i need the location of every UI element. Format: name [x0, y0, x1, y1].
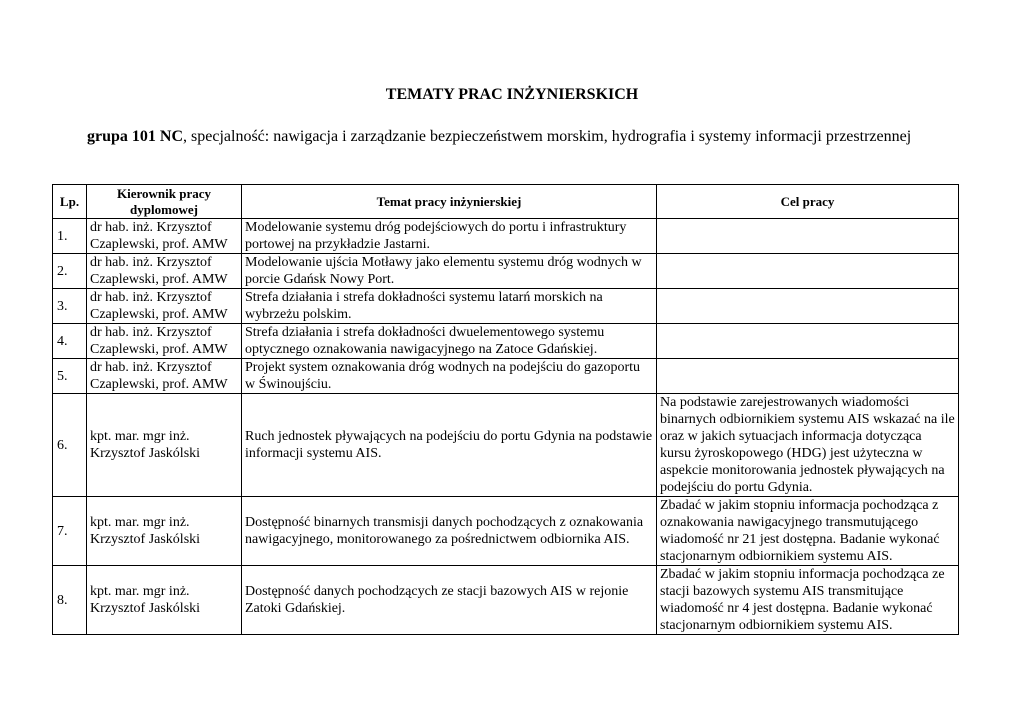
row-topic: Strefa działania i strefa dokładności systemu latarń morskich na wybrzeżu polskim. [242, 289, 657, 324]
table-row [53, 497, 959, 566]
row-goal [657, 219, 959, 254]
row-goal: Zbadać w jakim stopniu informacja pochodząca z oznakowania nawigacyjnego transmutującego wiadomość nr 21 jest dostępna. Badanie wykonać stacjonarnym odbiornikiem systemu AIS. [657, 497, 959, 566]
row-number: 3. [53, 289, 87, 324]
table-row [53, 254, 959, 289]
table-row [53, 324, 959, 359]
specialization-text: , specjalność: nawigacja i zarządzanie bezpieczeństwem morskim, hydrografia i systemy informacji przestrzennej [183, 128, 912, 145]
row-number: 4. [53, 324, 87, 359]
row-supervisor: dr hab. inż. Krzysztof Czaplewski, prof. AMW [87, 254, 242, 289]
row-supervisor: kpt. mar. mgr inż. Krzysztof Jaskólski [87, 394, 242, 497]
header-topic: Temat pracy inżynierskiej [242, 185, 657, 219]
table-row [53, 359, 959, 394]
row-number: 8. [53, 566, 87, 635]
row-topic: Projekt system oznakowania dróg wodnych na podejściu do gazoportu w Świnoujściu. [242, 359, 657, 394]
row-topic: Dostępność danych pochodzących ze stacji bazowych AIS w rejonie Zatoki Gdańskiej. [242, 566, 657, 635]
row-supervisor: kpt. mar. mgr inż. Krzysztof Jaskólski [87, 566, 242, 635]
row-topic: Strefa działania i strefa dokładności dwuelementowego systemu optycznego oznakowania nawigacyjnego na Zatoce Gdańskiej. [242, 324, 657, 359]
row-topic: Modelowanie ujścia Motławy jako elementu systemu dróg wodnych w porcie Gdańsk Nowy Port. [242, 254, 657, 289]
table-header-row [53, 185, 959, 219]
row-number: 5. [53, 359, 87, 394]
header-lp: Lp. [53, 185, 87, 219]
topics-table [52, 184, 959, 635]
row-topic: Modelowanie systemu dróg podejściowych do portu i infrastruktury portowej na przykładzie Jastarni. [242, 219, 657, 254]
row-supervisor: dr hab. inż. Krzysztof Czaplewski, prof. AMW [87, 219, 242, 254]
table-row [53, 289, 959, 324]
row-topic: Dostępność binarnych transmisji danych pochodzących z oznakowania nawigacyjnego, monitorowanego za pośrednictwem odbiornika AIS. [242, 497, 657, 566]
row-number: 2. [53, 254, 87, 289]
row-goal [657, 359, 959, 394]
header-goal: Cel pracy [657, 185, 959, 219]
table-row [53, 219, 959, 254]
group-label: grupa 101 NC [87, 128, 184, 145]
row-supervisor: dr hab. inż. Krzysztof Czaplewski, prof. AMW [87, 359, 242, 394]
row-goal [657, 324, 959, 359]
row-number: 6. [53, 394, 87, 497]
row-topic: Ruch jednostek pływających na podejściu do portu Gdynia na podstawie informacji systemu AIS. [242, 394, 657, 497]
row-supervisor: dr hab. inż. Krzysztof Czaplewski, prof. AMW [87, 289, 242, 324]
row-goal [657, 254, 959, 289]
table-row [53, 566, 959, 635]
header-supervisor: Kierownik pracy dyplomowej [87, 185, 242, 219]
row-goal: Na podstawie zarejestrowanych wiadomości binarnych odbiornikiem systemu AIS wskazać na ile oraz w jakich sytuacjach informacja dotycząca kursu żyroskopowego (HDG) jest użyteczna w aspekcie monitorowania jednostek pływających na podejściu do portu Gdynia. [657, 394, 959, 497]
row-supervisor: kpt. mar. mgr inż. Krzysztof Jaskólski [87, 497, 242, 566]
document-title: TEMATY PRAC INŻYNIERSKICH [385, 86, 639, 103]
row-goal [657, 289, 959, 324]
table-row [53, 394, 959, 497]
row-number: 1. [53, 219, 87, 254]
group-description [87, 127, 957, 146]
row-goal: Zbadać w jakim stopniu informacja pochodząca ze stacji bazowych systemu AIS transmitujące wiadomość nr 4 jest dostępna. Badanie wykonać stacjonarnym odbiornikiem systemu AIS. [657, 566, 959, 635]
row-number: 7. [53, 497, 87, 566]
row-supervisor: dr hab. inż. Krzysztof Czaplewski, prof. AMW [87, 324, 242, 359]
